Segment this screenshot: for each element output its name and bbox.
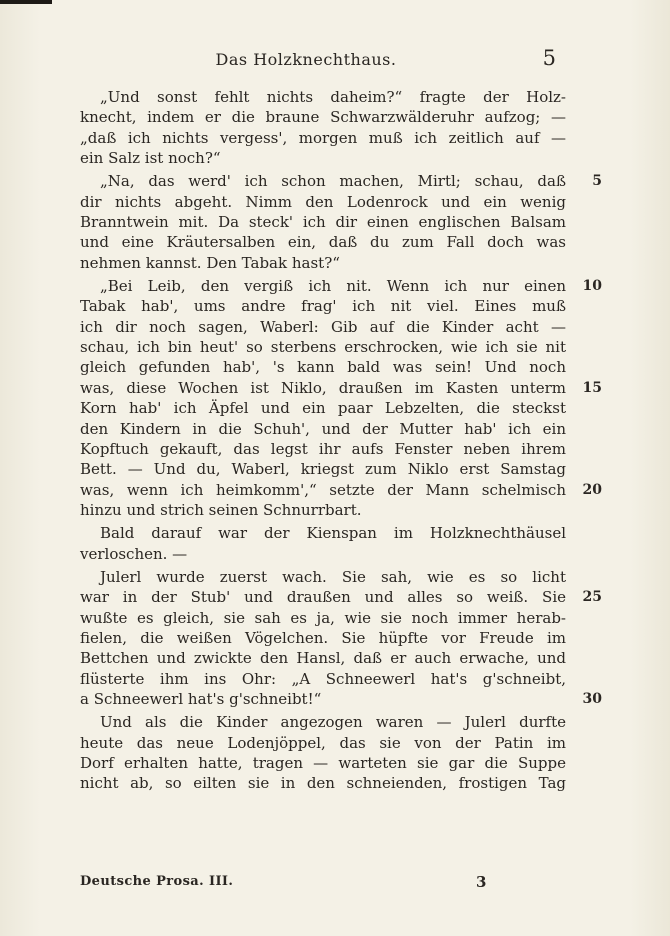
line-text: Korn hab' ich Äpfel und ein paar Lebzelten, die steckst <box>80 399 566 418</box>
page-header <box>0 46 670 74</box>
printer-signature: Deutsche Prosa. III. <box>80 874 234 889</box>
text-line <box>80 171 602 191</box>
line-text: Branntwein mit. Da steck' ich dir einen englischen Balsam <box>80 213 566 232</box>
line-text: und eine Kräutersalben ein, daß du zum Fall doch was <box>80 233 566 252</box>
line-number: 15 <box>582 379 602 396</box>
text-line <box>80 500 566 520</box>
text-line <box>80 296 566 316</box>
line-text: „Na, das werd' ich schon machen, Mirtl; schau, daß <box>100 172 566 191</box>
line-text: fielen, die weißen Vögelchen. Sie hüpfte vor Freude im <box>80 628 566 647</box>
text-line <box>80 128 566 148</box>
text-line <box>80 733 566 753</box>
line-text: nehmen kannst. Den Tabak hast?“ <box>80 253 340 272</box>
text-line <box>80 419 566 439</box>
line-text: „daß ich nichts vergess', morgen muß ich zeitlich auf — <box>80 128 566 147</box>
text-line <box>80 523 566 543</box>
line-text: „Bei Leib, den vergiß ich nit. Wenn ich nur einen <box>100 277 566 296</box>
line-text: ich dir noch sagen, Waberl: Gib auf die Kinder acht — <box>80 317 566 336</box>
text-line <box>80 608 566 628</box>
line-text: war in der Stub' und draußen und alles so weiß. Sie <box>80 588 566 607</box>
text-line <box>80 753 566 773</box>
text-line <box>80 378 602 398</box>
line-text: heute das neue Lodenjöppel, das sie von der Patin im <box>80 733 566 752</box>
text-line <box>80 192 566 212</box>
line-number: 20 <box>582 481 602 498</box>
line-text: wußte es gleich, sie sah es ja, wie sie noch immer herab- <box>80 608 566 627</box>
line-text: dir nichts abgeht. Nimm den Lodenrock und ein wenig <box>80 192 566 211</box>
text-line <box>80 587 602 607</box>
text-line <box>80 480 602 500</box>
line-number: 10 <box>582 278 602 295</box>
line-text: verloschen. — <box>80 544 188 563</box>
running-title: Das Holzknechthaus. <box>215 50 397 69</box>
text-line <box>80 232 566 252</box>
line-text: Und als die Kinder angezogen waren — Julerl durfte <box>100 713 566 732</box>
line-number: 30 <box>582 690 602 707</box>
text-line <box>80 689 602 709</box>
sheet-number: 3 <box>476 873 487 891</box>
line-text: Julerl wurde zuerst wach. Sie sah, wie es so licht <box>100 567 566 586</box>
page-number: 5 <box>542 46 556 70</box>
line-text: Bett. — Und du, Waberl, kriegst zum Niklo erst Samstag <box>80 460 566 479</box>
line-text: knecht, indem er die braune Schwarzwälderuhr aufzog; — <box>80 108 566 127</box>
text-line <box>80 357 566 377</box>
line-text: was, diese Wochen ist Niklo, draußen im Kasten unterm <box>80 378 566 397</box>
line-text: ein Salz ist noch?“ <box>80 149 221 168</box>
page-footer <box>80 874 566 894</box>
text-line <box>80 398 566 418</box>
text-line <box>80 107 566 127</box>
text-line <box>80 712 566 732</box>
line-text: den Kindern in die Schuh', und der Mutter hab' ich ein <box>80 419 566 438</box>
line-text: Bettchen und zwickte den Hansl, daß er auch erwache, und <box>80 649 566 668</box>
text-line <box>80 544 566 564</box>
text-line <box>80 459 566 479</box>
line-text: gleich gefunden hab', 's kann bald was sein! Und noch <box>80 358 566 377</box>
line-text: nicht ab, so eilten sie in den schneienden, frostigen Tag <box>80 774 566 793</box>
line-text: flüsterte ihm ins Ohr: „A Schneewerl hat's g'schneibt, <box>80 669 566 688</box>
text-line <box>80 212 566 232</box>
line-text: schau, ich bin heut' so sterbens erschrocken, wie ich sie nit <box>80 338 566 357</box>
text-body <box>80 87 602 794</box>
text-line <box>80 669 566 689</box>
line-text: hinzu und strich seinen Schnurrbart. <box>80 500 362 519</box>
line-text: a Schneewerl hat's g'schneibt!“ <box>80 689 322 708</box>
ink-stain <box>0 0 52 4</box>
line-text: Kopftuch gekauft, das legst ihr aufs Fenster neben ihrem <box>80 439 566 458</box>
text-line <box>80 317 566 337</box>
line-number: 5 <box>592 173 602 190</box>
text-line <box>80 276 602 296</box>
line-number: 25 <box>582 589 602 606</box>
text-line <box>80 253 566 273</box>
line-text: Bald darauf war der Kienspan im Holzknechthäusel <box>100 524 566 543</box>
text-line <box>80 87 566 107</box>
line-text: was, wenn ich heimkomm',“ setzte der Mann schelmisch <box>80 480 566 499</box>
text-line <box>80 628 566 648</box>
line-text: Dorf erhalten hatte, tragen — warteten sie gar die Suppe <box>80 754 566 772</box>
text-line <box>80 439 566 459</box>
text-line <box>80 337 566 357</box>
text-line <box>80 148 566 168</box>
text-line <box>80 773 566 793</box>
line-text: „Und sonst fehlt nichts daheim?“ fragte der Holz- <box>100 88 566 106</box>
text-line <box>80 648 566 668</box>
line-text: Tabak hab', ums andre frag' ich nit viel. Eines muß <box>80 297 566 316</box>
text-line <box>80 567 566 587</box>
